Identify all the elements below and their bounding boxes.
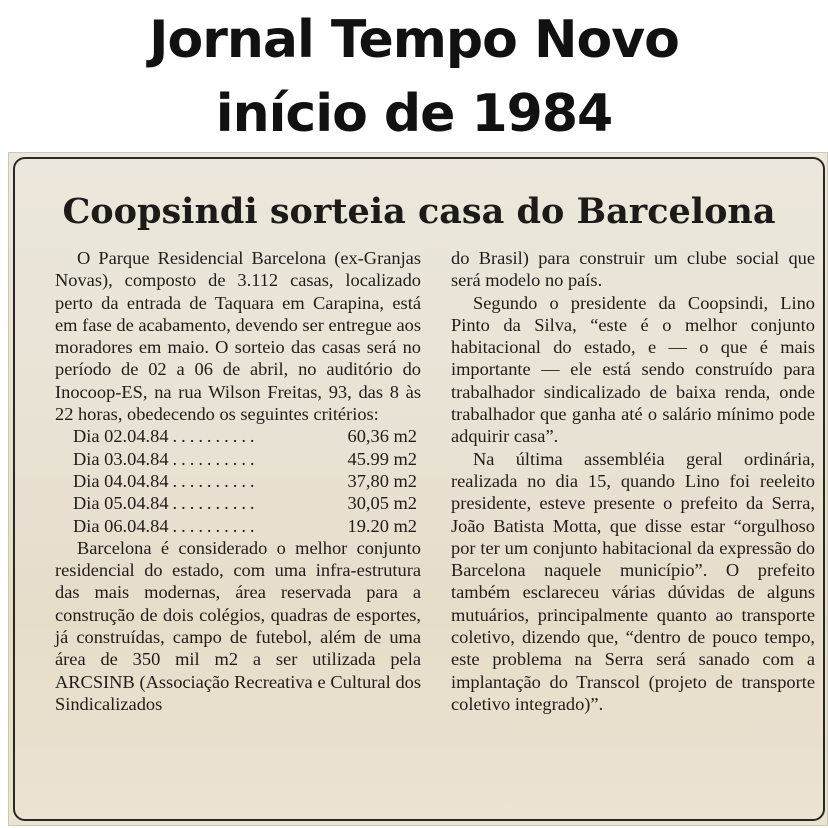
leader-dots: .......... — [172, 426, 259, 447]
criteria-item — [55, 425, 421, 447]
paragraph-description: Barcelona é considerado o melhor conjunto residencial do estado, com uma infra-estrutura das mais modernas, área reservada para a construção de dois colégios, quadras de esportes, já construídas, campo de futebol, além de uma área de 350 mil m2 a ser utilizada pela ARCSINB (Associação Recreativa e Cultural dos Sindicalizados — [55, 537, 421, 714]
criteria-item — [55, 492, 421, 514]
criteria-date: Dia 06.04.84 — [73, 515, 169, 536]
leader-dots: .......... — [172, 515, 259, 536]
criteria-area: 30,05 m2 — [347, 493, 417, 514]
criteria-item — [55, 448, 421, 470]
article-column-right — [451, 247, 815, 715]
criteria-item — [55, 470, 421, 492]
paragraph-intro: O Parque Residencial Barcelona (ex-Granjas Novas), composto de 3.112 casas, localizado perto da entrada de Taquara em Carapina, está em fase de acabamento, devendo ser entregue aos moradores em maio. O sorteio das casas será no período de 02 a 06 de abril, no auditório do Inocoop-ES, na rua Wilson Freitas, 93, das 8 às 22 horas, obedecendo os seguintes critérios: — [55, 248, 421, 425]
clipping-border — [13, 157, 825, 821]
criteria-date: Dia 02.04.84 — [73, 426, 169, 447]
paragraph-continuation: do Brasil) para construir um clube social que será modelo no país. — [451, 248, 815, 291]
criteria-area: 37,80 m2 — [347, 470, 417, 491]
criteria-date: Dia 03.04.84 — [73, 448, 169, 469]
leader-dots: .......... — [172, 470, 259, 491]
criteria-date: Dia 05.04.84 — [73, 493, 169, 514]
banner-title-line2: início de 1984 — [215, 84, 613, 144]
criteria-area: 19.20 m2 — [347, 515, 417, 536]
article-headline: Coopsindi sorteia casa do Barcelona — [62, 191, 776, 232]
page-banner — [0, 0, 828, 150]
criteria-area: 45.99 m2 — [347, 448, 417, 469]
paragraph-president-quote: Segundo o presidente da Coopsindi, Lino Pinto da Silva, “este é o melhor conjunto habitacional do estado, e — o que é mais importante — ele está sendo construído para trabalhador sindicalizado de baixa renda, onde trabalhador que ganha até o salário mínimo pode adquirir casa”. — [451, 292, 815, 447]
criteria-item — [55, 515, 421, 537]
paragraph-assembly: Na última assembléia geral ordinária, realizada no dia 15, quando Lino foi reeleito presidente, esteve presente o prefeito da Serra, João Batista Motta, que disse estar “orgulhoso por ter um conjunto habitacional da expressão do Barcelona naquele município”. O prefeito também esclareceu várias dúvidas de alguns mutuários, principalmente quanto ao transporte coletivo, dizendo que, “dentro de pouco tempo, este problema na Serra será sanado com a implantação do Transcol (projeto de transporte coletivo integrado)”. — [451, 448, 815, 714]
newspaper-clipping — [8, 152, 828, 826]
banner-title-line1: Jornal Tempo Novo — [149, 10, 679, 70]
article-column-left — [55, 247, 421, 715]
criteria-area: 60,36 m2 — [347, 426, 417, 447]
leader-dots: .......... — [172, 493, 259, 514]
leader-dots: .......... — [172, 448, 259, 469]
draw-criteria-list — [55, 425, 421, 536]
criteria-date: Dia 04.04.84 — [73, 470, 169, 491]
